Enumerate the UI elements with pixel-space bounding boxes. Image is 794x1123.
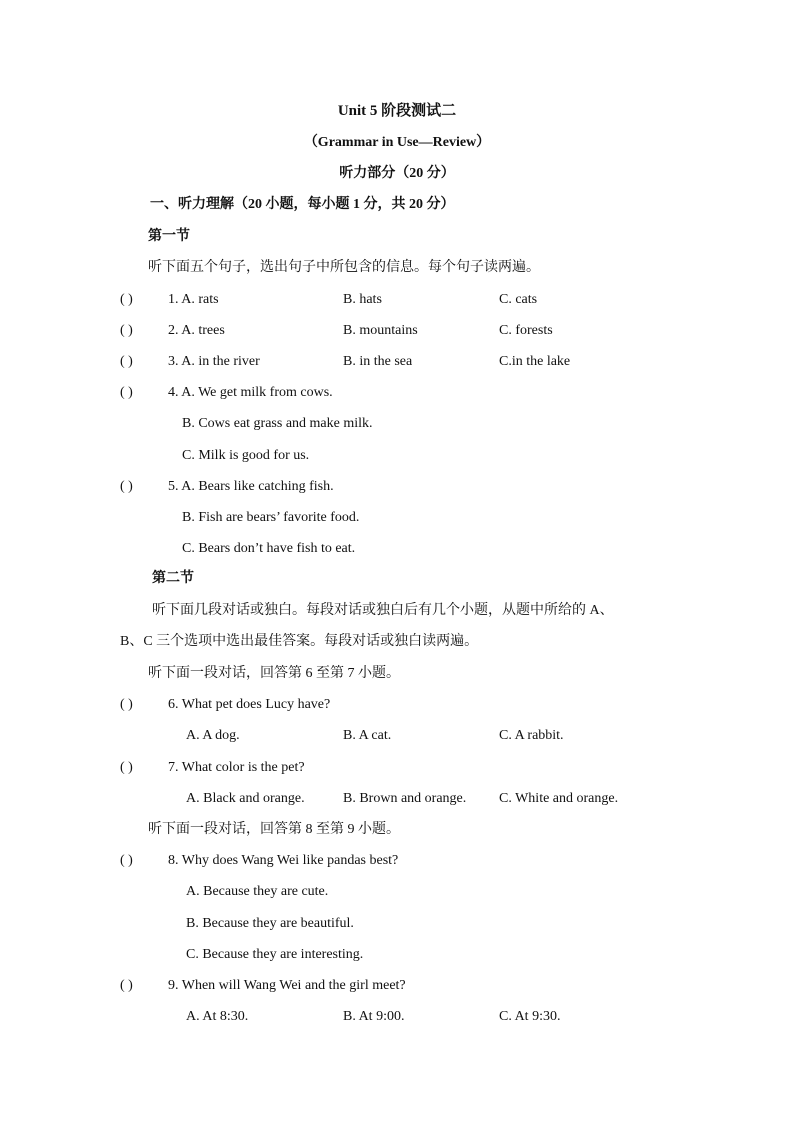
subsection-instruction-1: 听下面五个句子，选出句子中所包含的信息。每个句子读两遍。 <box>148 260 540 275</box>
answer-bracket: ( ) <box>120 853 133 868</box>
option-c: C.in the lake <box>499 354 571 369</box>
question-7: 7. What color is the pet? <box>168 760 305 775</box>
dialog-instruction: 听下面一段对话，回答第 8 至第 9 小题。 <box>148 822 400 837</box>
option-c: C. cats <box>499 292 538 307</box>
option-c: C. Bears don’t have fish to eat. <box>182 541 356 556</box>
part-heading: 一、听力理解（20 小题，每小题 1 分，共 20 分） <box>150 197 455 212</box>
page-subtitle: （Grammar in Use—Review） <box>303 135 491 150</box>
option-b: B. in the sea <box>343 354 413 369</box>
option-a: A. At 8:30. <box>186 1009 249 1024</box>
page-title: Unit 5 阶段测试二 <box>337 103 457 119</box>
option-a: A. Because they are cute. <box>186 884 329 899</box>
subsection-label-2: 第二节 <box>152 571 194 586</box>
option-b: B. Cows eat grass and make milk. <box>182 416 373 431</box>
subsection-label-1: 第一节 <box>148 229 190 244</box>
option-c: C. White and orange. <box>499 791 619 806</box>
option-b: B. Brown and orange. <box>343 791 467 806</box>
question-1: 1. A. rats <box>168 292 219 307</box>
option-b: B. Fish are bears’ favorite food. <box>182 510 360 525</box>
answer-bracket: ( ) <box>120 479 133 494</box>
answer-bracket: ( ) <box>120 323 133 338</box>
option-a: A. A dog. <box>186 728 240 743</box>
option-b: B. hats <box>343 292 382 307</box>
option-c: C. A rabbit. <box>499 728 564 743</box>
section-title: 听力部分（20 分） <box>339 166 455 181</box>
option-a: A. Black and orange. <box>186 791 305 806</box>
option-c: C. forests <box>499 323 553 338</box>
option-b: B. At 9:00. <box>343 1009 405 1024</box>
question-9: 9. When will Wang Wei and the girl meet? <box>168 978 406 993</box>
answer-bracket: ( ) <box>120 385 133 400</box>
answer-bracket: ( ) <box>120 292 133 307</box>
question-3: 3. A. in the river <box>168 354 260 369</box>
subsection-instruction-2: 听下面几段对话或独白。每段对话或独白后有几个小题，从题中所给的 A、 <box>152 603 614 618</box>
option-b: B. A cat. <box>343 728 392 743</box>
dialog-instruction: 听下面一段对话，回答第 6 至第 7 小题。 <box>148 666 400 681</box>
question-6: 6. What pet does Lucy have? <box>168 697 331 712</box>
option-b: B. Because they are beautiful. <box>186 916 354 931</box>
option-c: C. At 9:30. <box>499 1009 561 1024</box>
subsection-instruction-2-cont: B、C 三个选项中选出最佳答案。每段对话或独白读两遍。 <box>120 634 479 649</box>
option-b: B. mountains <box>343 323 418 338</box>
answer-bracket: ( ) <box>120 760 133 775</box>
question-4: 4. A. We get milk from cows. <box>168 385 333 400</box>
answer-bracket: ( ) <box>120 354 133 369</box>
question-5: 5. A. Bears like catching fish. <box>168 479 334 494</box>
option-c: C. Milk is good for us. <box>182 448 310 463</box>
answer-bracket: ( ) <box>120 978 133 993</box>
answer-bracket: ( ) <box>120 697 133 712</box>
question-2: 2. A. trees <box>168 323 225 338</box>
option-c: C. Because they are interesting. <box>186 947 364 962</box>
question-8: 8. Why does Wang Wei like pandas best? <box>168 853 399 868</box>
